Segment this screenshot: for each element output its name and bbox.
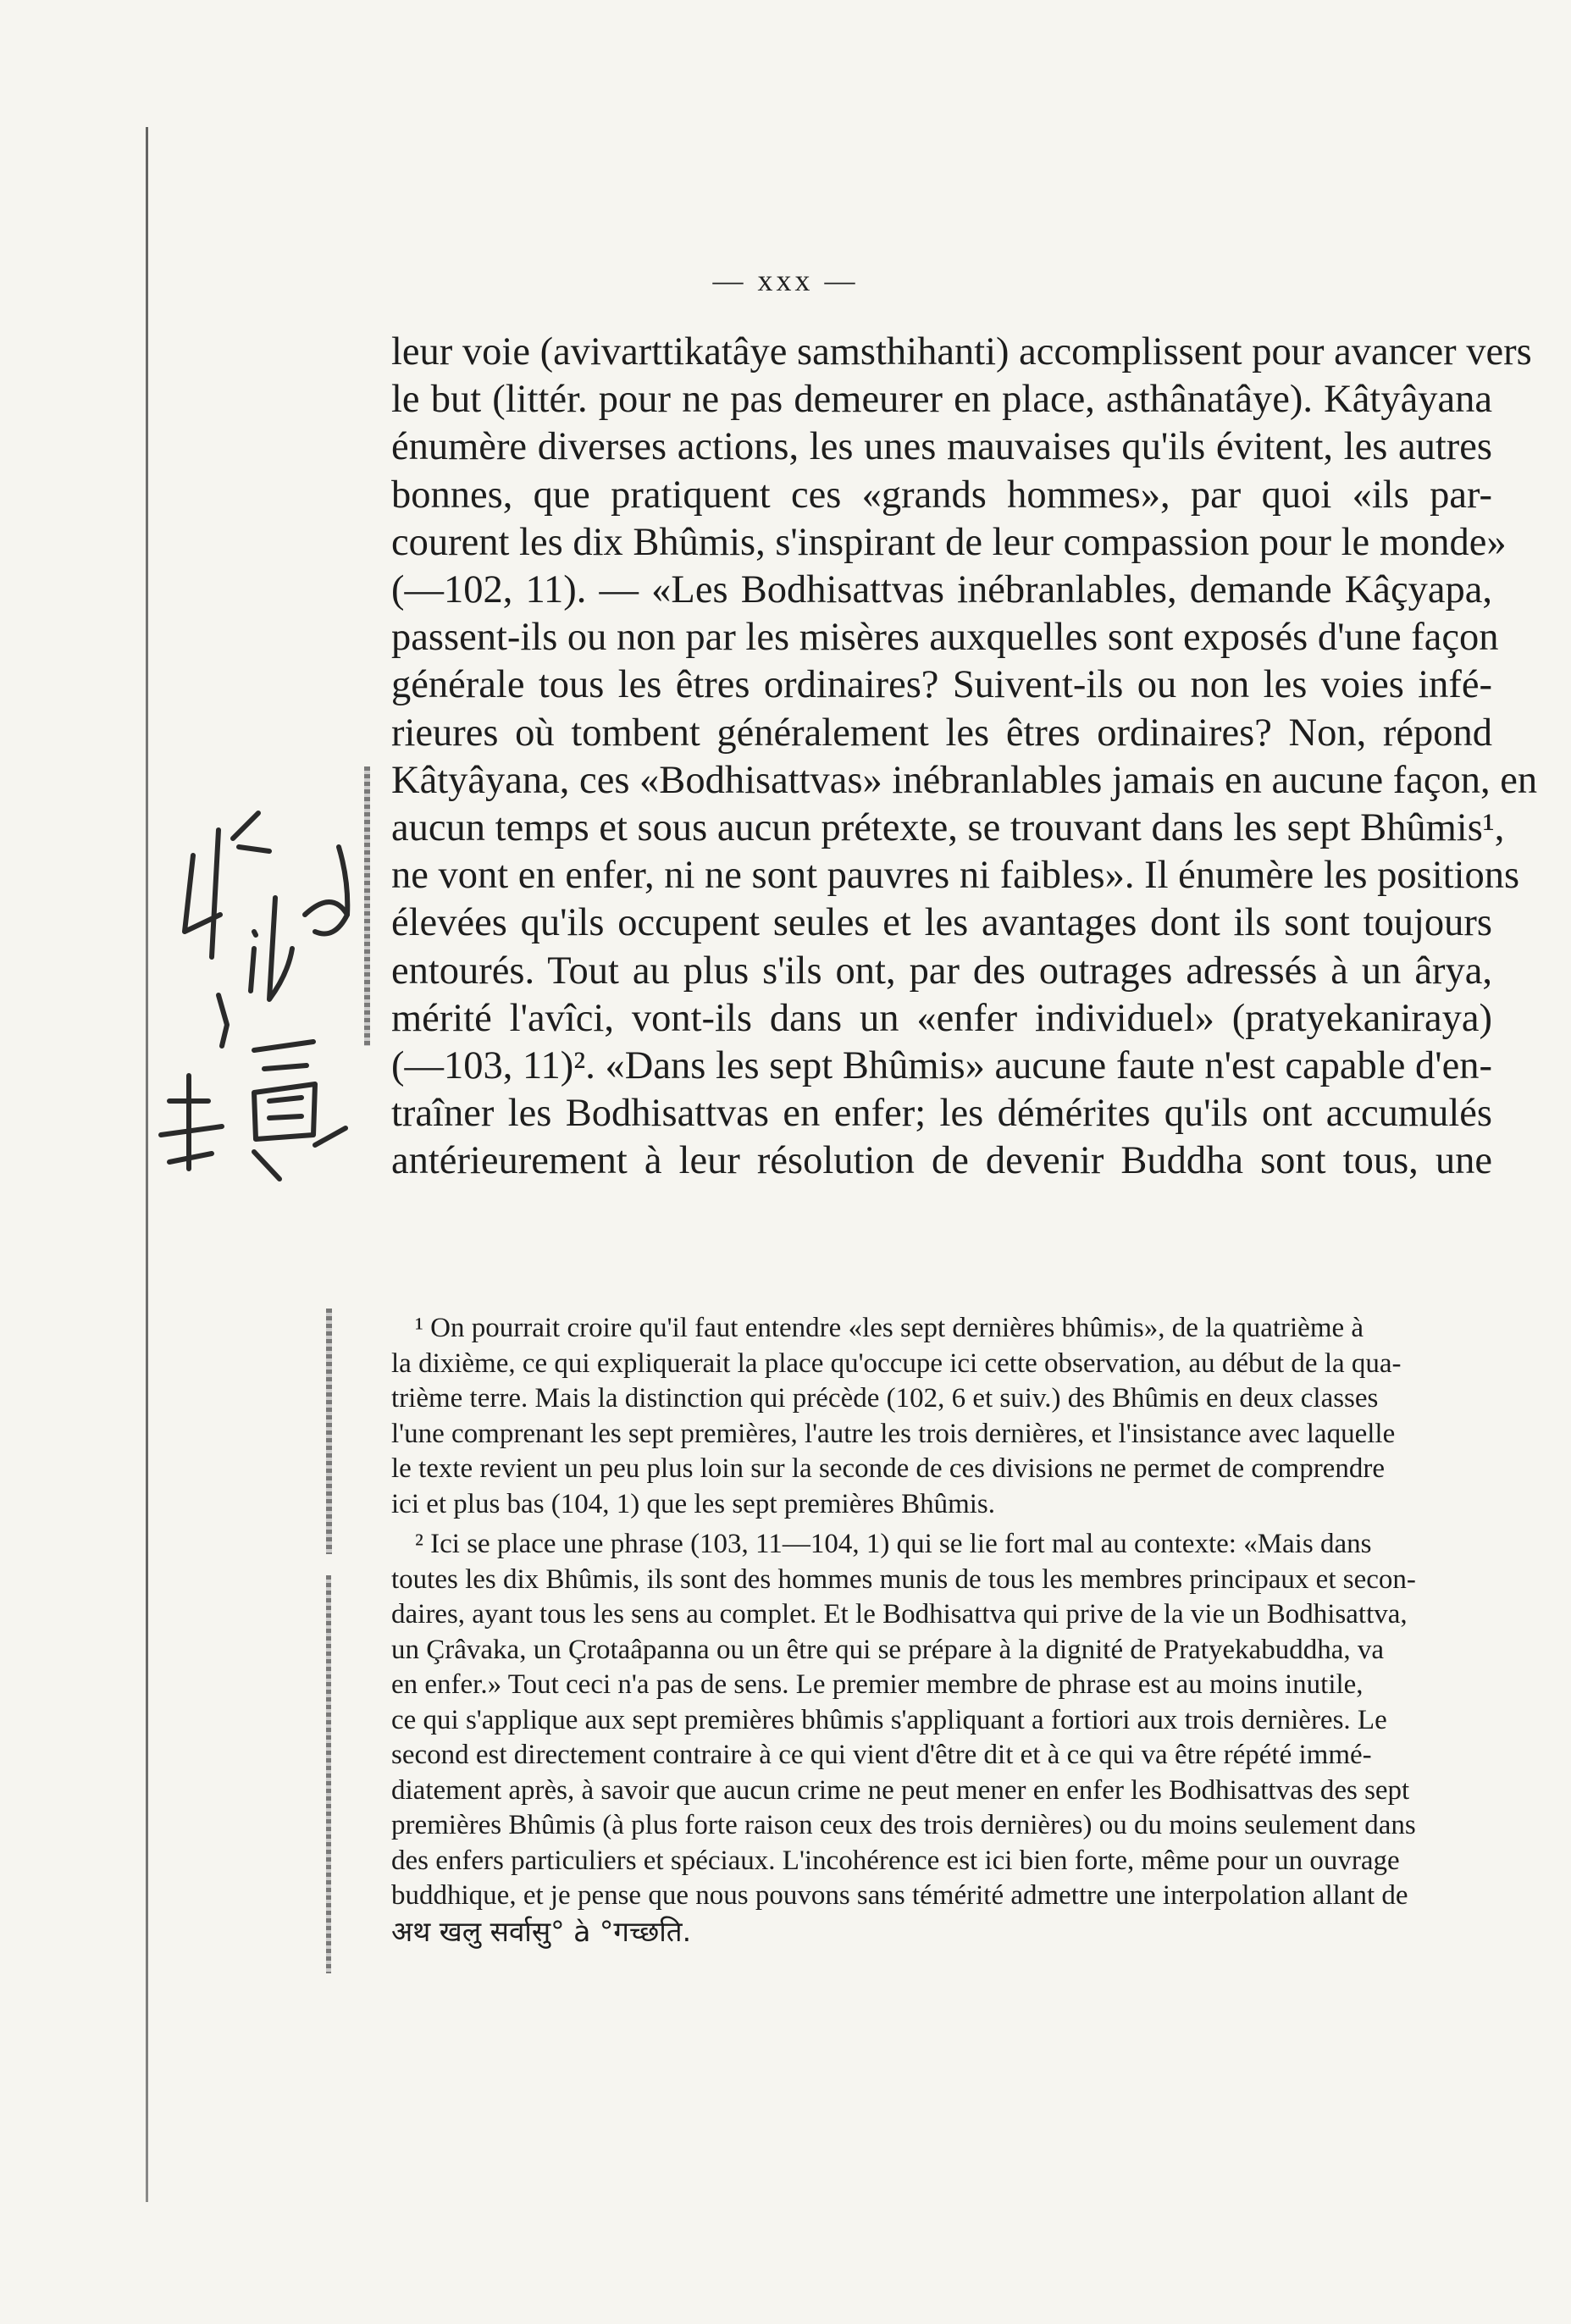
text-line: énumère diverses actions, les unes mauvaises qu'ils évitent, les autres (391, 425, 1492, 469)
text-line: Kâtyâyana, ces «Bodhisattvas» inébranlables jamais en aucune façon, en (391, 758, 1538, 802)
main-text (391, 329, 1538, 1186)
ink-stroke (251, 932, 256, 991)
footnote-line: ici et plus bas (104, 1) que les sept premières Bhûmis. (391, 1488, 996, 1519)
ink-stroke (339, 847, 347, 915)
ink-stroke (233, 813, 269, 851)
text-line: le but (littér. pour ne pas demeurer en place, asthânatâye). Kâtyâyana (391, 378, 1492, 422)
footnote-line: second est directement contraire à ce qui vient d'être dit et à ce qui va être répété immé- (391, 1740, 1372, 1770)
footnote-1 (391, 1311, 1492, 1522)
footnote-line: premières Bhûmis (à plus forte raison ceux des trois dernières) ou du moins seulement dans (391, 1810, 1416, 1840)
footnote-line: le texte revient un peu plus loin sur la seconde de ces divisions ne permet de comprendre (391, 1453, 1385, 1484)
text-line: mérité l'avîci, vont-ils dans un «enfer individuel» (pratyekaniraya) (391, 996, 1492, 1040)
text-line: rieures où tombent généralement les êtres ordinaires? Non, répond (391, 711, 1492, 755)
text-line: antérieurement à leur résolution de devenir Buddha sont tous, une (391, 1139, 1492, 1183)
text-line: aucun temps et sous aucun prétexte, se trouvant dans les sept Bhûmis¹, (391, 806, 1505, 850)
footnote-line: diatement après, à savoir que aucun crime ne peut mener en enfer les Bodhisattvas des sept (391, 1774, 1410, 1806)
text-line: traîner les Bodhisattvas en enfer; les démérites qu'ils ont accumulés (391, 1092, 1492, 1136)
footnote-2 (391, 1527, 1492, 1949)
margin-marking-footnote-2 (326, 1575, 331, 1973)
ink-stroke (305, 902, 347, 934)
footnote-line: ² Ici se place une phrase (103, 11—104, 1) qui se lie fort mal au contexte: «Mais dans (415, 1529, 1372, 1559)
text-line: ne vont en enfer, ni ne sont pauvres ni faibles». Il énumère les positions (391, 854, 1520, 898)
margin-marking-footnote-1 (326, 1309, 332, 1554)
text-line: (—103, 11)². «Dans les sept Bhûmis» aucune faute n'est capable d'en- (391, 1044, 1492, 1088)
footnote-line: ¹ On pourrait croire qu'il faut entendre «les sept dernières bhûmis», de la quatrième à (415, 1313, 1364, 1343)
footnote-line: toutes les dix Bhûmis, ils sont des hommes munis de tous les membres principaux et secon- (391, 1563, 1416, 1595)
text-line: bonnes, que pratiquent ces «grands hommes», par quoi «ils par- (391, 473, 1492, 517)
footnote-line: en enfer.» Tout ceci n'a pas de sens. Le premier membre de phrase est au moins inutile, (391, 1669, 1364, 1700)
footnote-line: buddhique, et je pense que nous pouvons sans témérité admettre une interpolation allant de (391, 1880, 1408, 1911)
ink-stroke (185, 855, 220, 932)
footnote-line: des enfers particuliers et spéciaux. L'incohérence est ici bien forte, même pour un ouvrage (391, 1845, 1400, 1876)
footnote-line: l'une comprenant les sept premières, l'autre les trois dernières, et l'insistance avec laquelle (391, 1418, 1396, 1449)
text-line: (—102, 11). — «Les Bodhisattvas inébranlables, demande Kâçyapa, (391, 568, 1492, 612)
ink-stroke (254, 1042, 315, 1139)
text-line: élevées qu'ils occupent seules et les avantages dont ils sont toujours (391, 901, 1492, 945)
text-line: passent-ils ou non par les misères auxquelles sont exposés d'une façon (391, 616, 1499, 660)
margin-marking-main (364, 766, 370, 1046)
ink-stroke (161, 1076, 222, 1169)
page-number: — xxx — (712, 263, 859, 297)
ink-stroke (269, 898, 292, 999)
footnote-line: daires, ayant tous les sens au complet. Et le Bodhisattva qui prive de la vie un Bodhisattva, (391, 1599, 1408, 1630)
text-line: générale tous les êtres ordinaires? Suivent-ils ou non les voies infé- (391, 663, 1492, 707)
text-line: leur voie (avivarttikatâye samsthihanti) accomplissent pour avancer vers (391, 330, 1532, 374)
footnotes (391, 1311, 1492, 1949)
footnote-line: un Çrâvaka, un Çrotaâpanna ou un être qui se prépare à la dignité de Pratyekabuddha, va (391, 1634, 1384, 1665)
binding-edge-line (146, 127, 148, 2202)
text-line: courent les dix Bhûmis, s'inspirant de leur compassion pour le monde» (391, 520, 1507, 564)
footnote-line: la dixième, ce qui expliquerait la place qu'occupe ici cette observation, au début de la qua- (391, 1347, 1402, 1379)
footnote-line: trième terre. Mais la distinction qui précède (102, 6 et suiv.) des Bhûmis en deux classes (391, 1383, 1379, 1414)
ink-stroke (219, 995, 227, 1046)
text-line: entourés. Tout au plus s'ils ont, par des outrages adressés à un ârya, (391, 949, 1492, 993)
ink-stroke (254, 1098, 346, 1179)
footnote-line: अथ खलु सर्वासु° à °गच्छति. (391, 1914, 692, 1948)
footnote-line: ce qui s'applique aux sept premières bhûmis s'appliquant a fortiori aux trois dernières. Le (391, 1704, 1387, 1735)
ink-stroke (212, 830, 219, 957)
